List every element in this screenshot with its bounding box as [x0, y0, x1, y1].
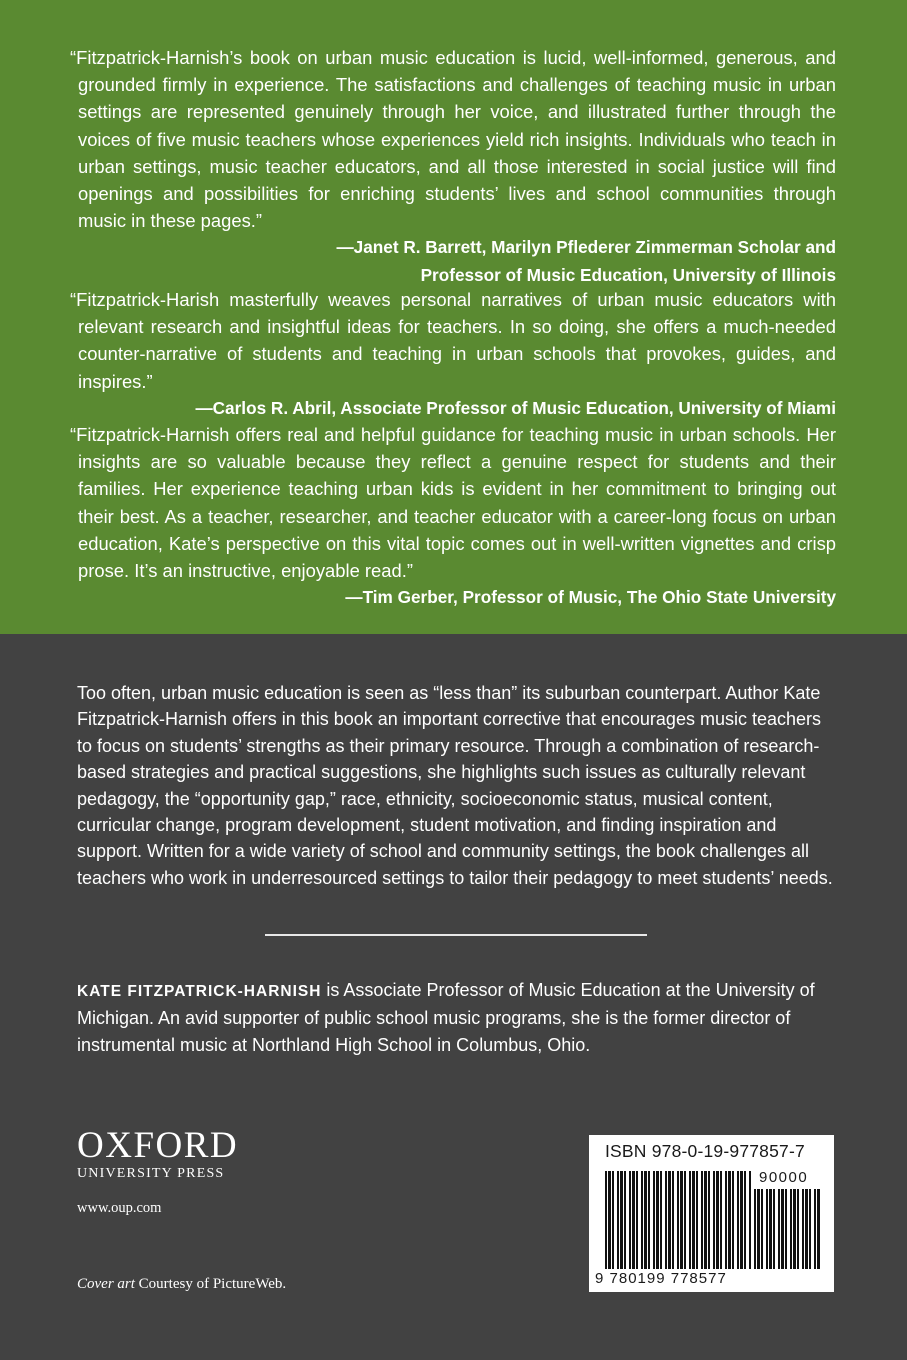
barcode-bar [814, 1189, 816, 1269]
barcode-bar [696, 1171, 698, 1269]
barcode-bar [665, 1171, 667, 1269]
barcode-bar [648, 1171, 650, 1269]
barcode-bar [617, 1171, 619, 1269]
publisher-name: OXFORD [77, 1125, 239, 1166]
barcode-bar [620, 1171, 623, 1269]
book-description: Too often, urban music education is seen as “less than” its suburban counterpart. Author Kate Fitzpatrick-Harnish offers in this book an important corrective that encourages music teachers to focus on students’ strengths as their primary resource. Through a combination of research-based strategies and practical suggestions, she highlights such issues as culturally relevant pedagogy, the “opportunity gap,” race, ethnicity, socioeconomic status, musical content, curricular change, program development, student motivation, and finding inspiration and support. Written for a wide variety of school and community settings, the book challenges all teachers who work in underresourced settings to tailor their pedagogy to meet students’ needs. [77, 683, 833, 888]
barcode-bar [720, 1171, 722, 1269]
barcode-bar [704, 1171, 707, 1269]
cover-credit-text: Courtesy of PictureWeb. [138, 1276, 287, 1292]
barcode-bar [680, 1171, 683, 1269]
ean-barcode-icon [605, 1171, 751, 1269]
barcode-bar [817, 1189, 820, 1269]
barcode-bar [785, 1189, 787, 1269]
barcode-bar [605, 1171, 607, 1269]
barcode-bar [677, 1171, 679, 1269]
quote-attribution: —Tim Gerber, Professor of Music, The Ohio State University [345, 587, 836, 608]
endorsement-quote-2 [70, 286, 836, 422]
barcode-bar [641, 1171, 643, 1269]
barcode [589, 1135, 834, 1292]
barcode-bar [754, 1189, 756, 1269]
barcode-bar [713, 1171, 715, 1269]
barcode-bar [608, 1171, 611, 1269]
author-bio-text: is Associate Professor of Music Education at the University of Michigan. An avid supporter of public school music programs, she is the former director of instrumental music at Northland High School in Columbus, Ohio. [77, 980, 815, 1055]
barcode-bar [728, 1171, 731, 1269]
barcode-bar [636, 1171, 638, 1269]
barcode-bar [656, 1171, 659, 1269]
quote-attribution: —Carlos R. Abril, Associate Professor of Music Education, University of Miami [195, 397, 836, 418]
cover-credit [77, 1276, 286, 1293]
barcode-addon-number: 90000 [759, 1169, 809, 1186]
barcode-bar [668, 1171, 671, 1269]
barcode-bar [793, 1189, 796, 1269]
divider [265, 934, 647, 936]
barcode-ean-number: 9 780199 778577 [595, 1270, 727, 1287]
publisher-subname: UNIVERSITY PRESS [77, 1166, 225, 1181]
isbn-label: ISBN 978-0-19-977857-7 [605, 1141, 805, 1161]
barcode-bar [809, 1189, 811, 1269]
addon-barcode-icon [754, 1189, 820, 1269]
barcode-bar [749, 1171, 751, 1269]
barcode-bar [716, 1171, 719, 1269]
barcode-bar [781, 1189, 784, 1269]
barcode-bar [790, 1189, 792, 1269]
barcode-bar [766, 1189, 768, 1269]
barcode-bar [624, 1171, 626, 1269]
barcode-bar [737, 1171, 739, 1269]
quote-text: “Fitzpatrick-Harnish offers real and helpful guidance for teaching music in urban schools. Her insights are so valuable because they reflect a genuine respect for students and their families. Her experience teaching urban kids is evident in her commitment to bringing out their best. As a teacher, researcher, and teacher educator with a career-long focus on urban education, Kate’s perspective on this vital topic comes out in well-written vignettes and crisp prose. It’s an instructive, enjoyable read.” [70, 424, 836, 582]
barcode-bar [797, 1189, 799, 1269]
endorsement-quote-3 [70, 421, 836, 611]
publisher-url[interactable]: www.oup.com [77, 1200, 162, 1216]
barcode-bar [761, 1189, 763, 1269]
author-bio [77, 977, 835, 1059]
barcode-bar [740, 1171, 743, 1269]
barcode-bar [612, 1171, 614, 1269]
barcode-bar [632, 1171, 635, 1269]
barcode-bar [732, 1171, 734, 1269]
barcode-bar [805, 1189, 808, 1269]
quote-text: “Fitzpatrick-Harish masterfully weaves personal narratives of urban music educators with relevant research and insightful ideas for teachers. In so doing, she offers a much-needed counter-narrative of students and teaching in urban schools that provokes, guides, and inspires.” [70, 289, 836, 392]
barcode-bar [644, 1171, 647, 1269]
barcode-bar [757, 1189, 760, 1269]
barcode-bar [689, 1171, 691, 1269]
barcode-bar [629, 1171, 631, 1269]
endorsement-quote-1 [70, 44, 836, 289]
barcode-bar [692, 1171, 695, 1269]
publisher-logo [77, 1125, 239, 1182]
barcode-bar [769, 1189, 772, 1269]
barcode-bar [672, 1171, 674, 1269]
barcode-bar [778, 1189, 780, 1269]
author-name: KATE FITZPATRICK-HARNISH [77, 983, 322, 1000]
barcode-bar [802, 1189, 804, 1269]
cover-credit-label: Cover art [77, 1276, 135, 1292]
barcode-bar [653, 1171, 655, 1269]
barcode-bar [708, 1171, 710, 1269]
barcode-bar [684, 1171, 686, 1269]
barcode-bar [773, 1189, 775, 1269]
barcode-bar [701, 1171, 703, 1269]
quote-text: “Fitzpatrick-Harnish’s book on urban music education is lucid, well-informed, generous, and grounded firmly in experience. The satisfactions and challenges of teaching music in urban settings are represented genuinely through her voice, and illustrated further through the voices of five music teachers whose experiences yield rich insights. Individuals who teach in urban settings, music teacher educators, and all those interested in social justice will find openings and possibilities for enriching students’ lives and school communities through music in these pages.” [70, 47, 836, 232]
barcode-bar [660, 1171, 662, 1269]
barcode-bar [744, 1171, 746, 1269]
barcode-bar [725, 1171, 727, 1269]
quote-attribution: Professor of Music Education, University of Illinois [420, 264, 836, 285]
quote-attribution: —Janet R. Barrett, Marilyn Pflederer Zimmerman Scholar and [336, 237, 836, 258]
